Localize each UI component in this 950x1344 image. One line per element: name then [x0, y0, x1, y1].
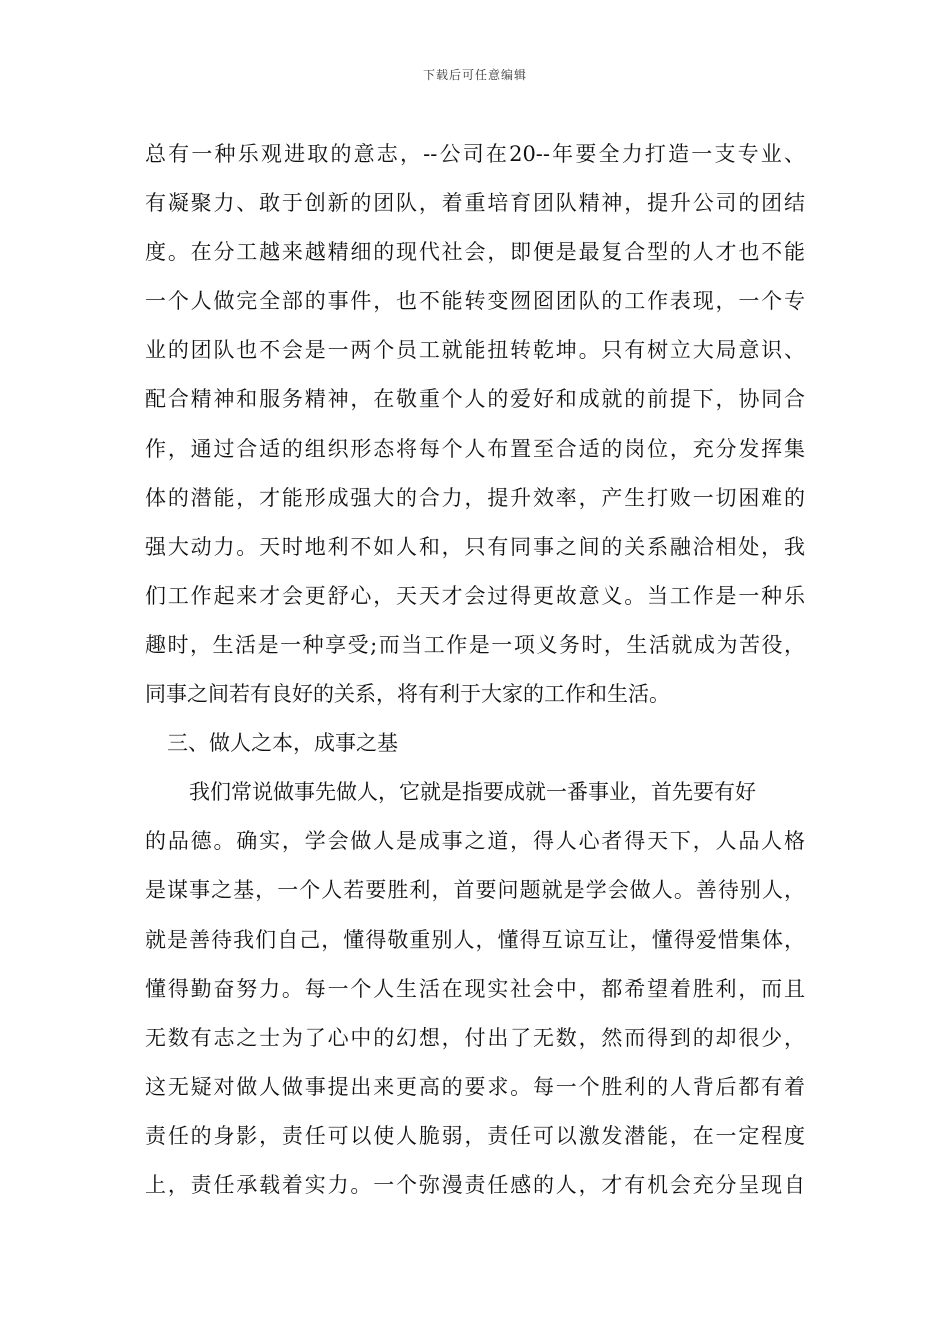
paragraph-first-line: 我们常说做事先做人，它就是指要成就一番事业，首先要有好	[189, 780, 756, 805]
text-line: 懂得勤奋努力。每一个人生活在现实社会中，都希望着胜利，而且	[145, 976, 805, 1001]
text-line: 这无疑对做人做事提出来更高的要求。每一个胜利的人背后都有着	[145, 1074, 805, 1099]
text-line: 责任的身影，责任可以使人脆弱，责任可以激发潜能，在一定程度	[145, 1123, 805, 1148]
text-line: 度。在分工越来越精细的现代社会，即便是最复合型的人才也不能	[145, 240, 805, 265]
text-line: 配合精神和服务精神，在敬重个人的爱好和成就的前提下，协同合	[145, 387, 805, 412]
text-line: 总有一种乐观进取的意志，--公司在20--年要全力打造一支专业、	[145, 142, 805, 166]
text-line: 们工作起来才会更舒心，天天才会过得更故意义。当工作是一种乐	[145, 583, 805, 608]
text-line: 是谋事之基，一个人若要胜利，首要问题就是学会做人。善待别人，	[145, 878, 805, 903]
body-text	[145, 130, 805, 1210]
page-header: 下载后可任意编辑	[422, 68, 527, 82]
text-line: 上，责任承载着实力。一个弥漫责任感的人，才有机会充分呈现自	[145, 1172, 805, 1197]
section-heading: 三、做人之本，成事之基	[167, 731, 398, 756]
text-line: 体的潜能，才能形成强大的合力，提升效率，产生打败一切困难的	[145, 485, 805, 510]
text-line: 作，通过合适的组织形态将每个人布置至合适的岗位，充分发挥集	[145, 436, 805, 461]
text-line: 趣时，生活是一种享受;而当工作是一项义务时，生活就成为苦役，	[145, 632, 805, 657]
text-line: 无数有志之士为了心中的幻想，付出了无数，然而得到的却很少，	[145, 1025, 805, 1050]
text-line: 的品德。确实，学会做人是成事之道，得人心者得天下，人品人格	[145, 829, 805, 854]
text-line: 业的团队也不会是一两个员工就能扭转乾坤。只有树立大局意识、	[145, 338, 805, 363]
text-line: 强大动力。天时地利不如人和，只有同事之间的关系融洽相处，我	[145, 534, 805, 559]
text-line: 同事之间若有良好的关系，将有利于大家的工作和生活。	[145, 682, 670, 707]
text-line: 一个人做完全部的事件，也不能转变囫囵团队的工作表现，一个专	[145, 289, 805, 314]
text-line: 有凝聚力、敢于创新的团队，着重培育团队精神，提升公司的团结	[145, 191, 805, 216]
text-line: 就是善待我们自己，懂得敬重别人，懂得互谅互让，懂得爱惜集体，	[145, 927, 805, 952]
